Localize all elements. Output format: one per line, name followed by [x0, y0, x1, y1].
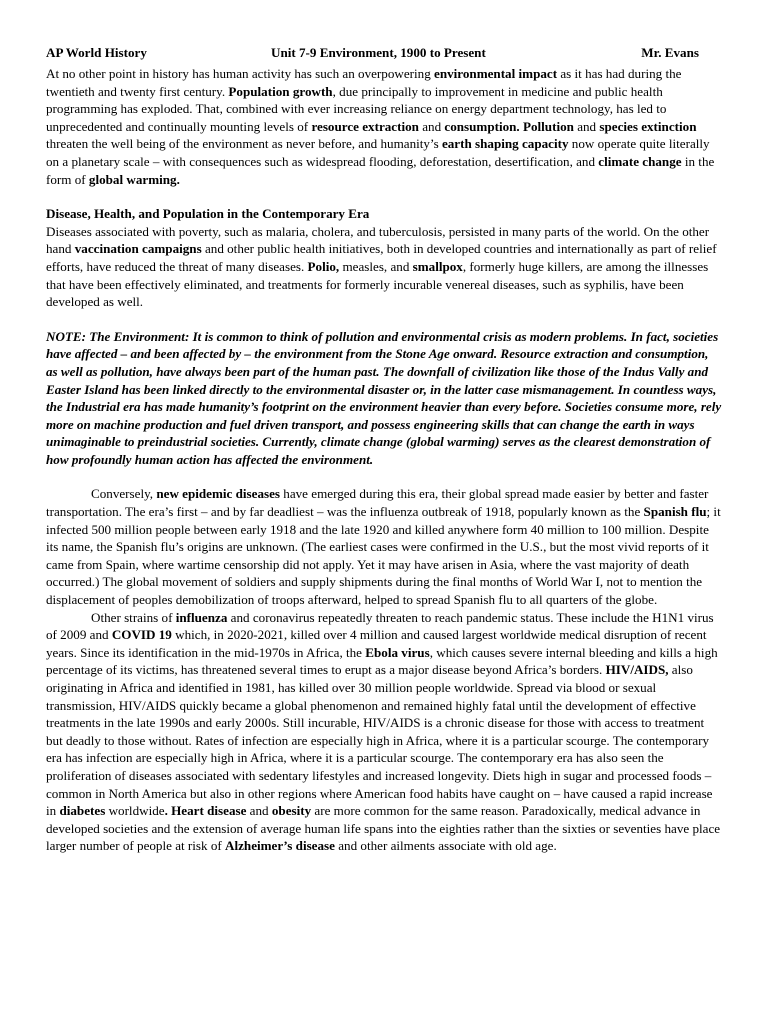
teacher-name: Mr. Evans [641, 45, 699, 60]
environment-note: NOTE: The Environment: It is common to think of pollution and environmental crisis as modern problems. In fact, societies have affected – and been affected by – the environment from the Stone Age onward. Resource extraction and consumption, as well as pollution, have always been part of the human past. The downfall of civilization like those of the Indus Vally and Easter Island has been linked directly to the environmental disaster or, in the latter case mismanagement. In countless ways, the Industrial era has made humanity’s footprint on the environment heavier than every before. Societies consume more, rely more on machine production and fuel driven transport, and possess engineering skills that can change the earth in ways unimaginable to preindustrial societies. Currently, climate change (global warming) serves as the clearest demonstration of how profoundly human action has affected the environment. [46, 328, 722, 467]
epidemic-paragraph: Conversely, new epidemic diseases have emerged during this era, their global spread made easier by better and faster transportation. The era’s first – and by far deadliest – was the influenza outbreak of 1918, popularly known as the Spanish flu; it infected 500 million people between early 1918 and the late 1920 and killed anywhere form 40 million to 100 million. Despite its name, the Spanish flu’s origins are unknown. (The earliest cases were confirmed in the U.S., but the most vivid reports of it came from Spain, where wartime censorship did not apply. Yet it may have arisen in Asia, where the vast majority of death occurred.) The global movement of soldiers and supply shipments during the final months of World War I, not to mention the displacement of peoples demobilization of troops afterward, helped to spread Spanish flu to all quarters of the globe. [46, 486, 721, 608]
intro-paragraph: At no other point in history has human activity has such an overpowering environmental impact as it has had during the twentieth and twenty first century. Population growth, due principally to improvement in medicine and public health programming has exploded. That, combined with ever increasing reliance on energy department technology, has led to unprecedented and continually mounting levels of resource extraction and consumption. Pollution and species extinction threaten the well being of the environment as never before, and humanity’s earth shaping capacity now operate quite literally on a planetary scale – with consequences such as widespread flooding, deforestation, desertification, and climate change in the form of global warming. [46, 66, 715, 187]
section-heading: Disease, Health, and Population in the Contemporary Era [46, 206, 370, 222]
document-header [46, 44, 722, 64]
course-title: AP World History [46, 45, 147, 60]
influenza-paragraph: Other strains of influenza and coronavirus repeatedly threaten to reach pandemic status. These include the H1N1 virus of 2009 and COVID 19 which, in 2020-2021, killed over 4 million and caused largest worldwide medical disruption of recent years. Since its identification in the mid-1970s in Africa, the Ebola virus, which causes severe internal bleeding and kills a high percentage of its victims, has threatened several times to erupt as a major disease beyond Africa’s borders. HIV/AIDS, also originating in Africa and identified in 1981, has killed over 30 million people worldwide. Spread via blood or sexual transmission, HIV/AIDS quickly became a global phenomenon and remained highly fatal until the development of effective treatments in the late 1990s and early 2000s. Still incurable, HIV/AIDS is a chronic disease for those with access to treatment but deadly to those without. Rates of infection are especially high in Africa, where it is a particular scourge. The contemporary era has infection are especially high in Africa, where it is a particular scourge. The contemporary era has also seen the proliferation of diseases associated with sedentary lifestyles and increased longevity. Diets high in sugar and processed foods – common in North America but also in other regions where American food habits have caught on – have caused a rapid increase in diabetes worldwide. Heart disease and obesity are more common for the same reason. Paradoxically, medical advance in developed societies and the extension of average human life spans into the eighties rather than the sixties or seventies have place larger number of people at risk of Alzheimer’s disease and other ailments associate with old age. [46, 609, 721, 854]
disease-paragraph: Diseases associated with poverty, such as malaria, cholera, and tuberculosis, persisted in many parts of the world. On the other hand vaccination campaigns and other public health initiatives, both in developed countries and internationally as part of relief efforts, have reduced the threat of many diseases. Polio, measles, and smallpox, formerly huge killers, are among the illnesses that have been effectively eliminated, and treatments for formerly incurable venereal diseases, such as syphilis, have been developed as well. [46, 223, 717, 310]
unit-title: Unit 7-9 Environment, 1900 to Present [271, 45, 486, 60]
